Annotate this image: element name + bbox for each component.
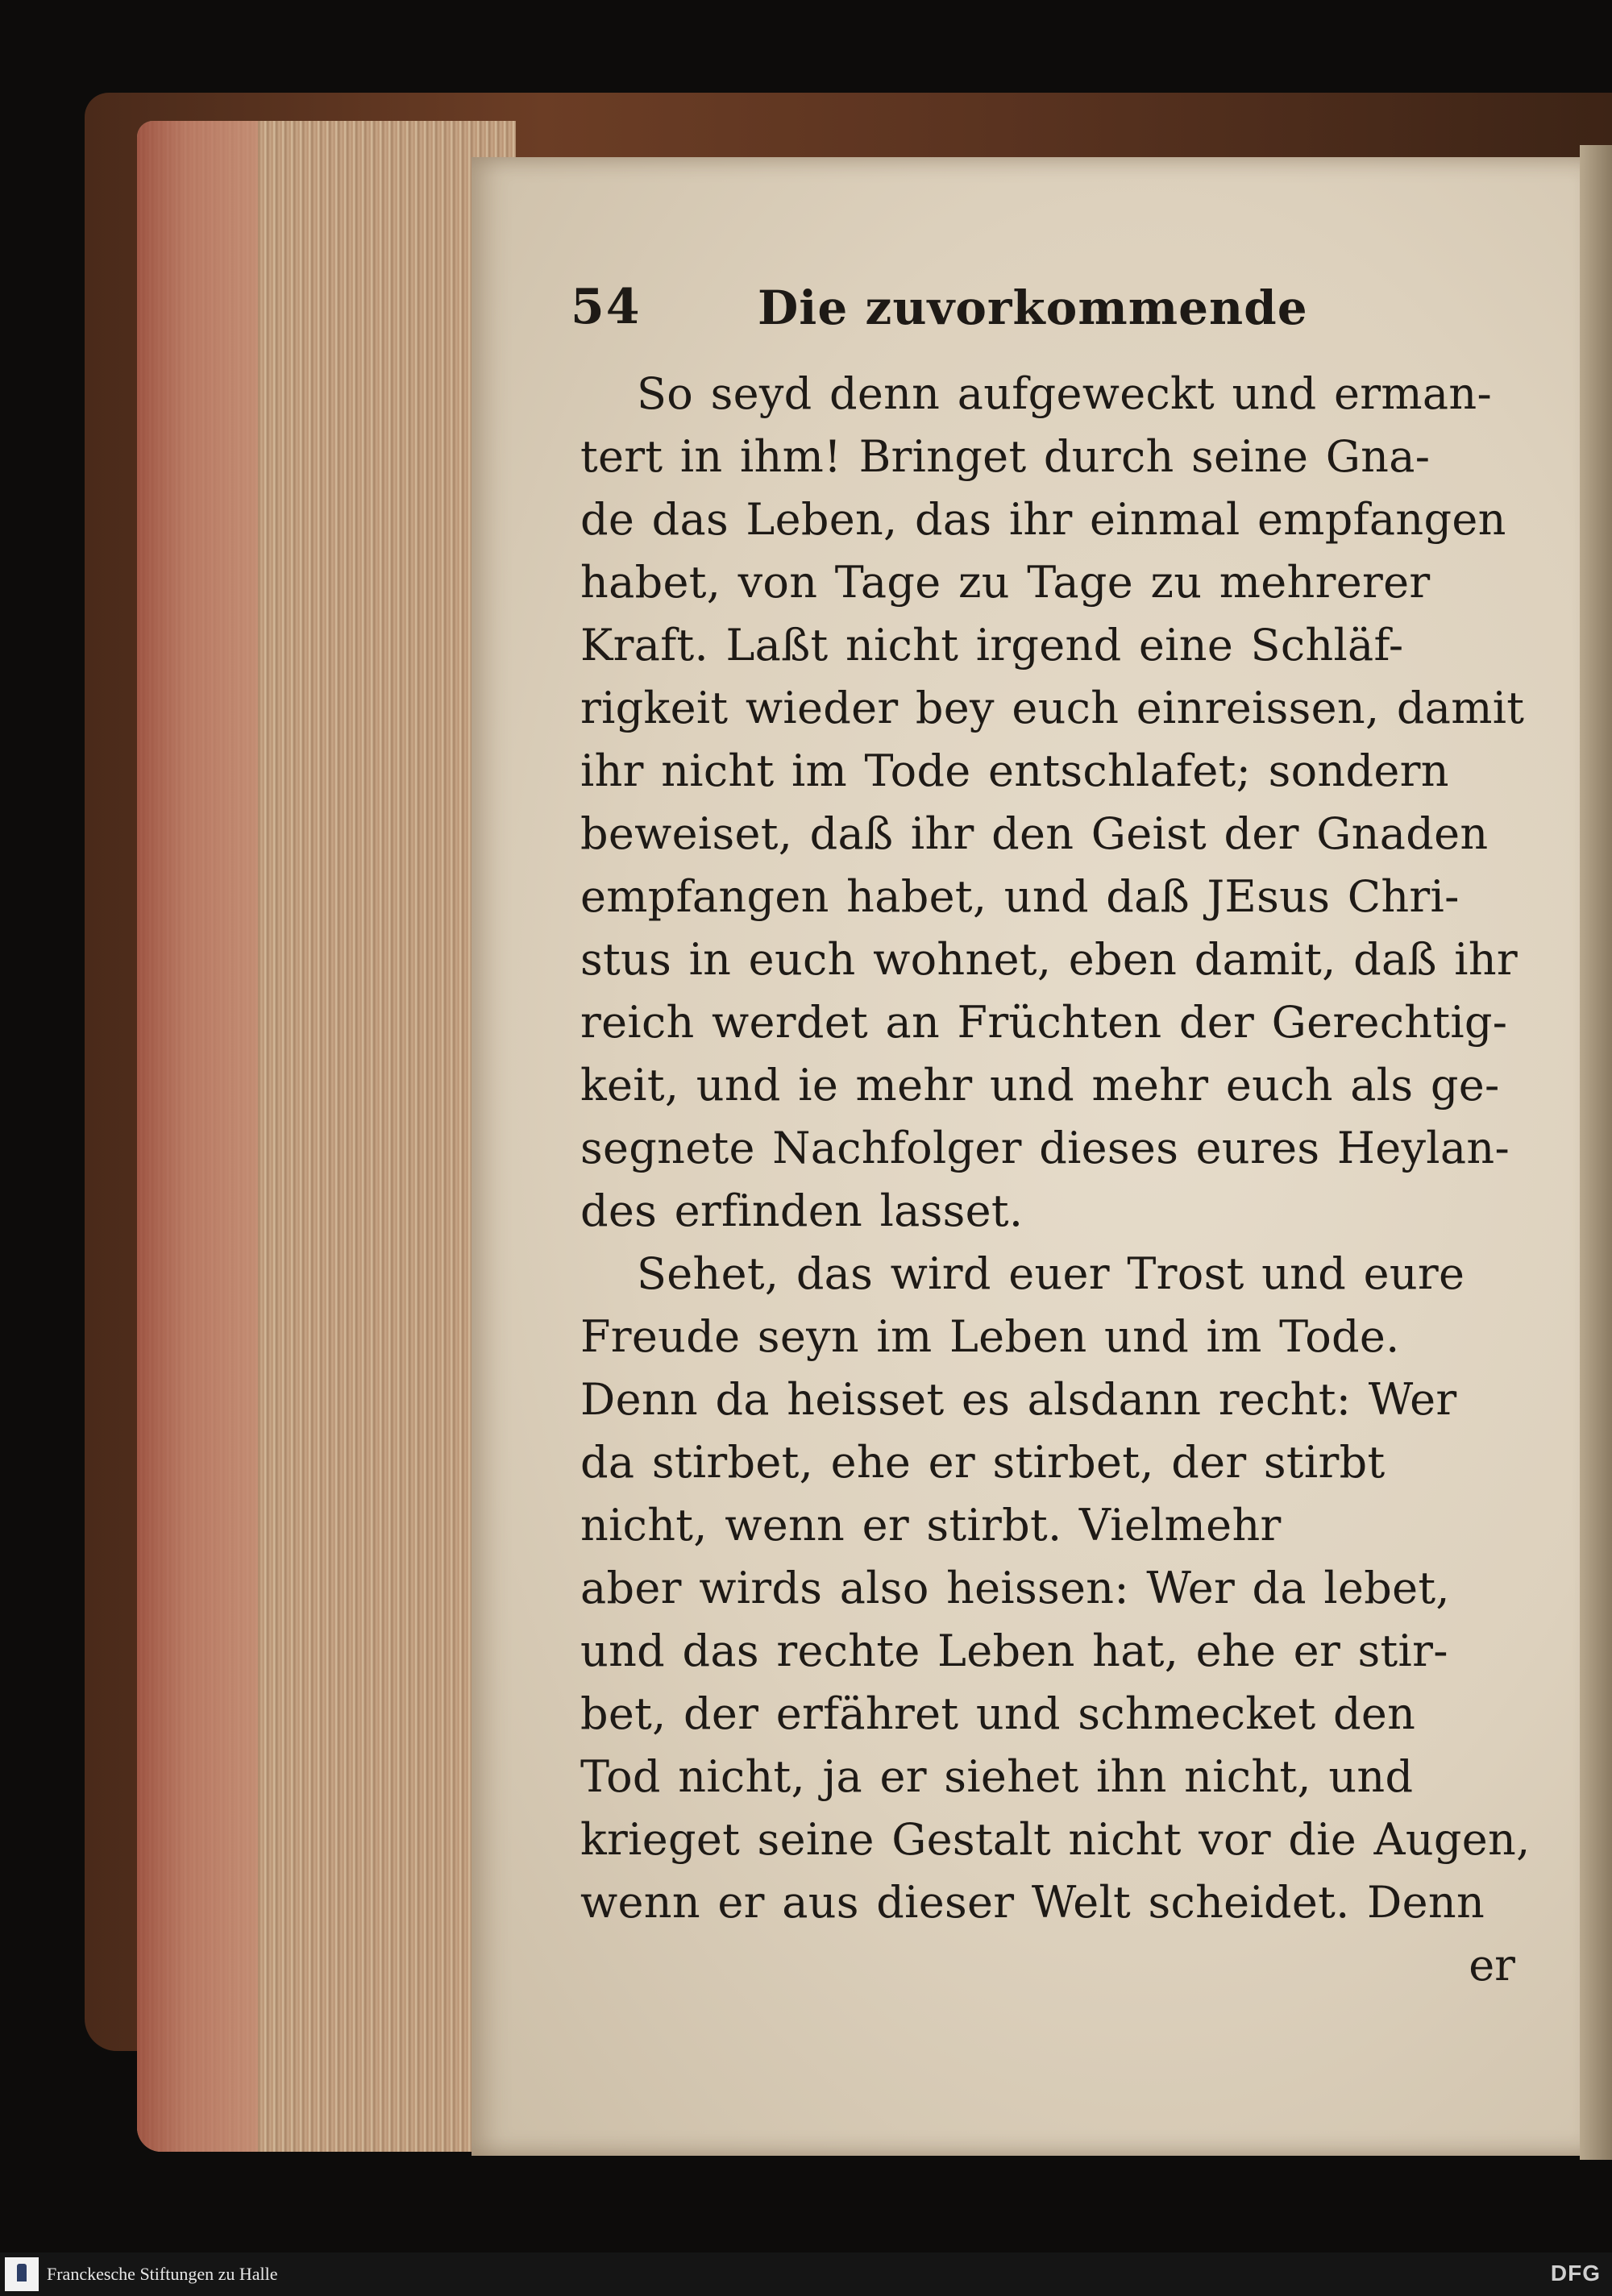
text-line: nicht, wenn er stirbt. Vielmehr — [580, 1500, 1282, 1551]
text-line: des erfinden lasset. — [580, 1185, 1024, 1236]
text-line: So seyd denn aufgeweckt und erman- — [637, 368, 1492, 419]
paragraph-2 — [580, 1243, 1531, 1934]
text-line: reich werdet an Früchten der Gerechtig- — [580, 997, 1508, 1048]
text-line: tert in ihm! Bringet durch seine Gna- — [580, 431, 1431, 482]
institution-name: Franckesche Stiftungen zu Halle — [47, 2264, 278, 2284]
funder-logo: DFG — [1550, 2261, 1601, 2286]
text-line: bet, der erfähret und schmecket den — [580, 1688, 1416, 1739]
page-gutter — [1580, 145, 1612, 2160]
text-line: de das Leben, das ihr einmal empfangen — [580, 494, 1506, 545]
running-head: Die zuvorkommende — [758, 280, 1308, 335]
page-header — [571, 274, 1523, 363]
catchword: er — [1469, 1940, 1515, 1991]
text-line: Denn da heisset es alsdann recht: Wer — [580, 1374, 1457, 1425]
text-line: Sehet, das wird euer Trost und eure — [637, 1248, 1465, 1299]
text-line: Kraft. Laßt nicht irgend eine Schläf- — [580, 620, 1404, 671]
text-line: keit, und ie mehr und mehr euch als ge- — [580, 1060, 1500, 1111]
text-line: segnete Nachfolger dieses eures Heylan- — [580, 1123, 1510, 1173]
page-text — [571, 274, 1531, 1997]
text-line: da stirbet, ehe er stirbet, der stirbt — [580, 1437, 1386, 1488]
red-page-edges — [137, 121, 258, 2152]
text-line: Tod nicht, ja er siehet ihn nicht, und — [580, 1751, 1414, 1802]
institution-logo-icon — [5, 2257, 39, 2291]
text-line: und das rechte Leben hat, ehe er stir- — [580, 1625, 1448, 1676]
text-line: ihr nicht im Tode entschlafet; sondern — [580, 745, 1449, 796]
text-line: empfangen habet, und daß JEsus Chri- — [580, 871, 1460, 922]
viewer-footer — [0, 2252, 1612, 2296]
text-line: rigkeit wieder bey euch einreissen, damit — [580, 683, 1525, 733]
text-line: aber wirds also heissen: Wer da lebet, — [580, 1563, 1450, 1613]
text-line: Freude seyn im Leben und im Tode. — [580, 1311, 1400, 1362]
text-line: stus in euch wohnet, eben damit, daß ihr — [580, 934, 1519, 985]
text-line: beweiset, daß ihr den Geist der Gnaden — [580, 808, 1489, 859]
text-line: wenn er aus dieser Welt scheidet. Denn — [580, 1877, 1485, 1928]
text-line: krieget seine Gestalt nicht vor die Augen, — [580, 1814, 1531, 1865]
paragraph-1 — [580, 363, 1523, 1243]
text-line: habet, von Tage zu Tage zu mehrerer — [580, 557, 1431, 608]
page-number: 54 — [571, 279, 642, 335]
